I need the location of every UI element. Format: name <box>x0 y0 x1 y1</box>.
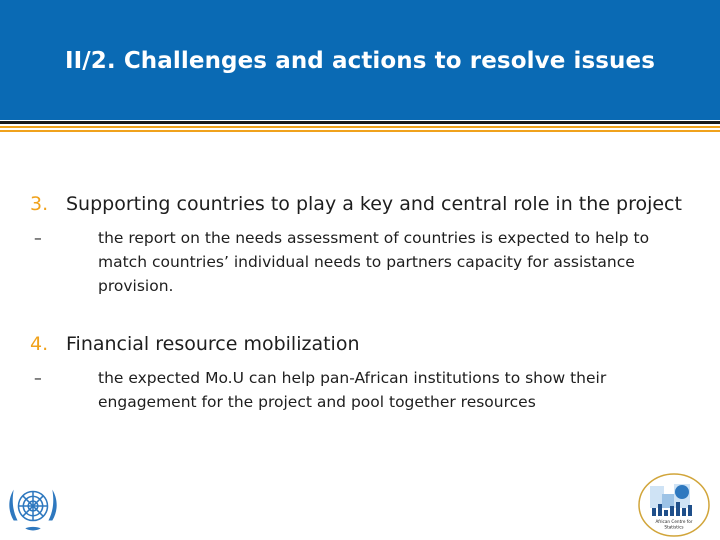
divider-gold-top <box>0 126 720 128</box>
item-number: 3. <box>30 193 49 215</box>
slide-title: II/2. Challenges and actions to resolve issues <box>64 48 656 74</box>
un-emblem-icon <box>4 478 62 536</box>
item-number: 4. <box>30 333 49 355</box>
bullet-dash: – <box>34 229 42 247</box>
item-heading: Financial resource mobilization <box>66 333 360 355</box>
acs-logo-icon <box>636 472 712 538</box>
bullet-line: the report on the needs assessment of countries is expected to help to <box>98 229 650 247</box>
bullet-text <box>98 226 698 298</box>
title-banner <box>0 0 720 120</box>
bullet-line: engagement for the project and pool together resources <box>98 393 536 411</box>
divider-black <box>0 121 720 124</box>
acs-logo-line-1: African Centre for <box>655 519 693 524</box>
list-item-4 <box>30 333 360 355</box>
item-heading: Supporting countries to play a key and central role in the project <box>66 193 682 215</box>
bullet-line: the expected Mo.U can help pan-African institutions to show their <box>98 369 607 387</box>
bullet-text <box>98 366 698 414</box>
acs-logo-line-2: Statistics <box>664 524 684 530</box>
bullet-line: provision. <box>98 277 174 295</box>
bullet-line: match countries’ individual needs to partners capacity for assistance <box>98 253 635 271</box>
list-item-3 <box>30 193 682 215</box>
divider-gold-bottom <box>0 130 720 132</box>
bullet-dash: – <box>34 369 42 387</box>
